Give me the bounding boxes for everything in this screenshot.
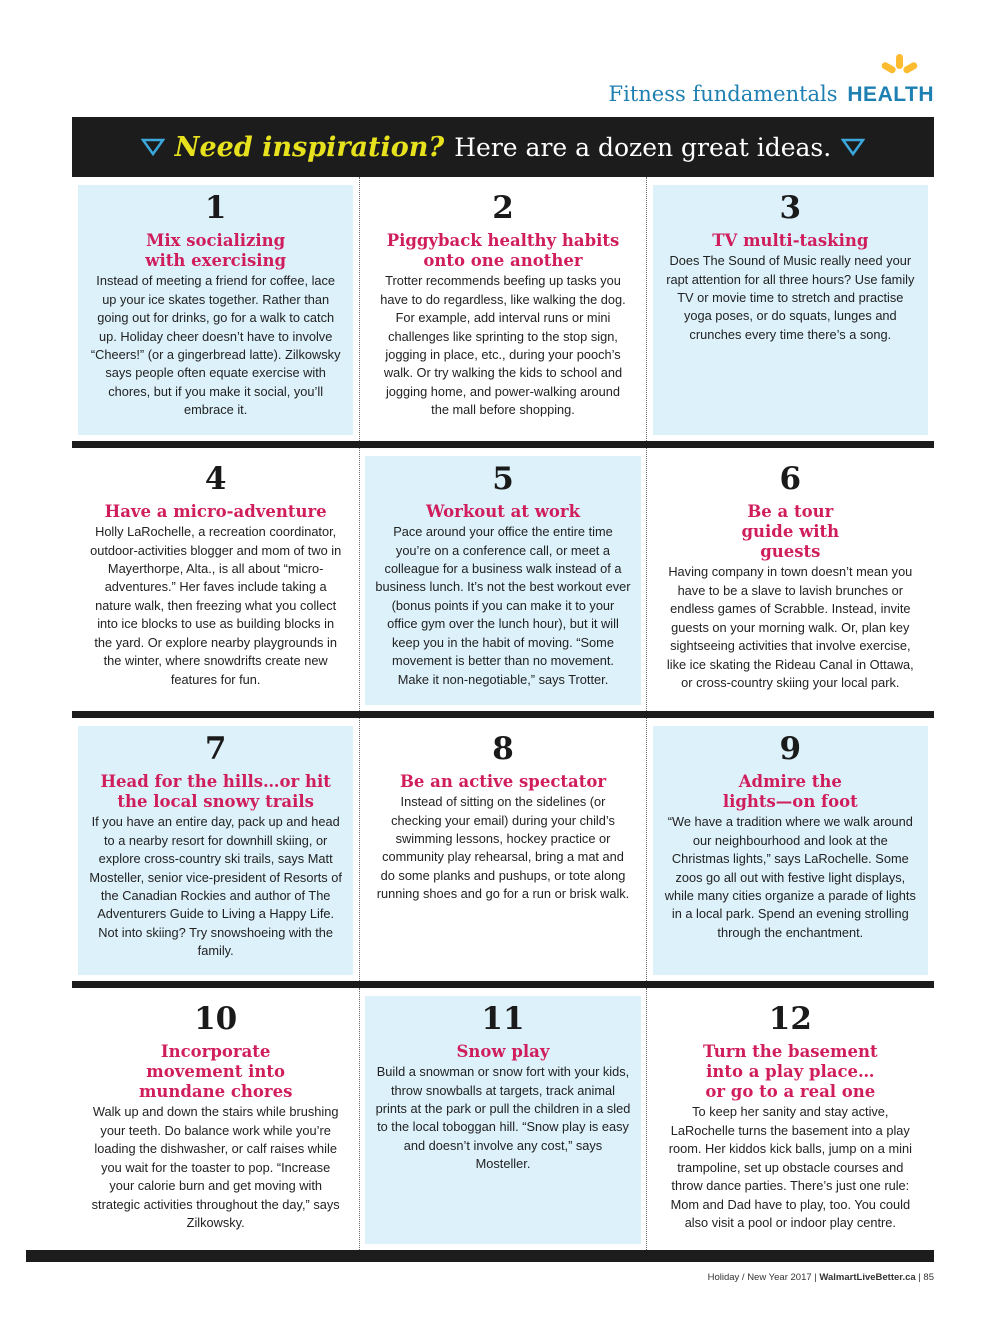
idea-number: 12 (768, 1001, 812, 1037)
idea-card (72, 448, 359, 711)
section-tag: HEALTH (847, 83, 934, 106)
ideas-row (72, 718, 934, 981)
idea-number: 8 (492, 731, 514, 767)
column-divider (359, 718, 360, 981)
idea-number: 7 (204, 731, 227, 767)
idea-body: Instead of meeting a friend for coffee, lace up your ice skates together. Rather than going out for drinks, go for a walk to catch up. Holiday cheer doesn’t have to involve “Cheers!” (or a gingerbread latte). Zilkowsky says people often equate exercise with chores, but if you make it social, you’ll embrace it. (90, 273, 341, 418)
idea-card (359, 718, 646, 981)
idea-card (359, 988, 646, 1250)
idea-title: Turn the basement into a play place… or go to a real one (702, 1042, 878, 1102)
idea-body: Trotter recommends beefing up tasks you have to do regardless, like walking the dog. For example, add interval runs or mini challenges like sprinting to the stop sign, jogging in place, etc., during your pooch’s walk. Or try walking the kids to school and jogging home, and power-walking around the mall before shopping. (380, 273, 626, 418)
footer-issue: Holiday / New Year 2017 (707, 1272, 812, 1283)
idea-title: Admire the lights—on foot (722, 772, 858, 812)
idea-number: 2 (492, 190, 514, 226)
idea-card (359, 177, 646, 441)
idea-number: 4 (204, 461, 227, 497)
idea-body: Walk up and down the stairs while brushing your teeth. Do balance work while you’re loading the dishwasher, or calf raises while you wait for the toaster to pop. “Increase your calorie burn and get moving with strategic activities throughout the day,” says Zilkowsky. (91, 1104, 340, 1230)
column-divider (646, 988, 647, 1250)
idea-card (72, 177, 359, 441)
title-banner (72, 117, 934, 177)
idea-number: 3 (779, 190, 802, 226)
ideas-row (72, 177, 934, 441)
idea-card (647, 988, 934, 1250)
idea-body: Pace around your office the entire time you’re on a conference call, or meet a colleague for a business walk instead of a business lunch. It’s not the best workout ever (bonus points if you can make it to your office gym over the lunch hour), but it will keep you in the habit of moving. “Some movement is better than no movement. Make it non-negotiable,” says Trotter. (375, 524, 631, 687)
idea-title: Snow play (456, 1042, 550, 1062)
idea-title: Head for the hills…or hit the local snowy trails (100, 772, 331, 812)
column-divider (359, 988, 360, 1250)
triangle-down-icon (841, 138, 865, 156)
triangle-down-icon (141, 138, 165, 156)
ideas-row (72, 988, 934, 1250)
idea-title: Be a tour guide with guests (741, 502, 840, 562)
idea-title: Mix socializing with exercising (145, 231, 287, 271)
idea-card (647, 718, 934, 981)
idea-card (647, 448, 934, 711)
idea-number: 11 (481, 1001, 525, 1037)
idea-title: Workout at work (425, 502, 581, 522)
idea-card (359, 448, 646, 711)
column-divider (359, 177, 360, 441)
row-divider (72, 441, 934, 448)
idea-number: 1 (204, 190, 227, 226)
idea-card (72, 988, 359, 1250)
column-divider (359, 448, 360, 711)
idea-title: Have a micro-adventure (104, 502, 327, 522)
idea-title: Incorporate movement into mundane chores (138, 1042, 293, 1102)
bottom-bar (26, 1250, 934, 1262)
idea-body: To keep her sanity and stay active, LaRochelle turns the basement into a play room. Her kiddos kick balls, jump on a mini trampoline, set up obstacle courses and throw dance parties. There’s just one rule: Mom and Dad have to play, too. You could also visit a pool or indoor play centre. (668, 1104, 912, 1230)
idea-body: Instead of sitting on the sidelines (or checking your email) during your child’s swimming lessons, hockey practice or community play rehearsal, bring a mat and do some planks and pushups, or tote along running shoes and go for a run or brisk walk. (376, 794, 630, 902)
column-divider (646, 177, 647, 441)
idea-title: TV multi-tasking (712, 231, 869, 251)
idea-number: 10 (194, 1001, 238, 1037)
idea-body: Does The Sound of Music really need your rapt attention for all three hours? Use family TV or movie time to stretch and practise yoga poses, or do squats, lunges and crunches every time there’s a song. (666, 253, 915, 342)
idea-body: If you have an entire day, pack up and head to a nearby resort for downhill skiing, or explore cross-country ski trails, says Matt Mosteller, senior vice-president of Resorts of the Canadian Rockies and author of The Adventurers Guide to Living a Happy Life. Not into skiing? Try snowshoeing with the family. (89, 814, 342, 959)
idea-number: 5 (492, 461, 514, 497)
idea-body: Holly LaRochelle, a recreation coordinator, outdoor-activities blogger and mom of two in Mayerthorpe, Alta., is all about “micro-adventures.” Her faves include taking a nature walk, then freezing what you collect into ice blocks to use as building blocks in the yard. Or explore nearby playgrounds in the winter, where snowdrifts create new features for fun. (90, 524, 342, 687)
banner-subtitle: Here are a dozen great ideas. (454, 132, 832, 162)
column-divider (646, 448, 647, 711)
idea-number: 6 (779, 461, 802, 497)
column-divider (646, 718, 647, 981)
idea-card (647, 177, 934, 441)
idea-body: Build a snowman or snow fort with your kids, throw snowballs at targets, track animal prints at the park or pull the children in a sled to the local toboggan hill. “Snow play is easy and doesn’t involve any cost,” says Mosteller. (375, 1064, 631, 1172)
idea-body: “We have a tradition where we walk around our neighbourhood and look at the Christmas lights,” says LaRochelle. Some zoos go all out with festive light displays, while many cities organize a parade of lights in a local park. Spend an evening strolling through the enchantment. (664, 814, 916, 940)
header-text (609, 82, 934, 107)
footer-page-number: 85 (923, 1272, 934, 1283)
banner-question: Need inspiration? (174, 131, 445, 163)
idea-title: Piggyback healthy habits onto one another (386, 231, 620, 271)
idea-body: Having company in town doesn’t mean you have to be a slave to lavish brunches or endless games of Scrabble. Instead, invite guests on your morning walk. Or, plan key sightseeing activities that involve exercise, like ice skating the Rideau Canal in Ottawa, or cross-country skiing your local park. (666, 564, 914, 690)
idea-number: 9 (779, 731, 802, 767)
idea-card (72, 718, 359, 981)
ideas-grid (72, 177, 934, 1250)
footer-site: WalmartLiveBetter.ca (819, 1272, 916, 1283)
page-footer: Holiday / New Year 2017 | WalmartLiveBetter.ca | 85 (707, 1272, 934, 1283)
idea-title: Be an active spectator (399, 772, 607, 792)
ideas-row (72, 448, 934, 711)
row-divider (72, 981, 934, 988)
row-divider (72, 711, 934, 718)
section-name: Fitness fundamentals (608, 82, 838, 106)
